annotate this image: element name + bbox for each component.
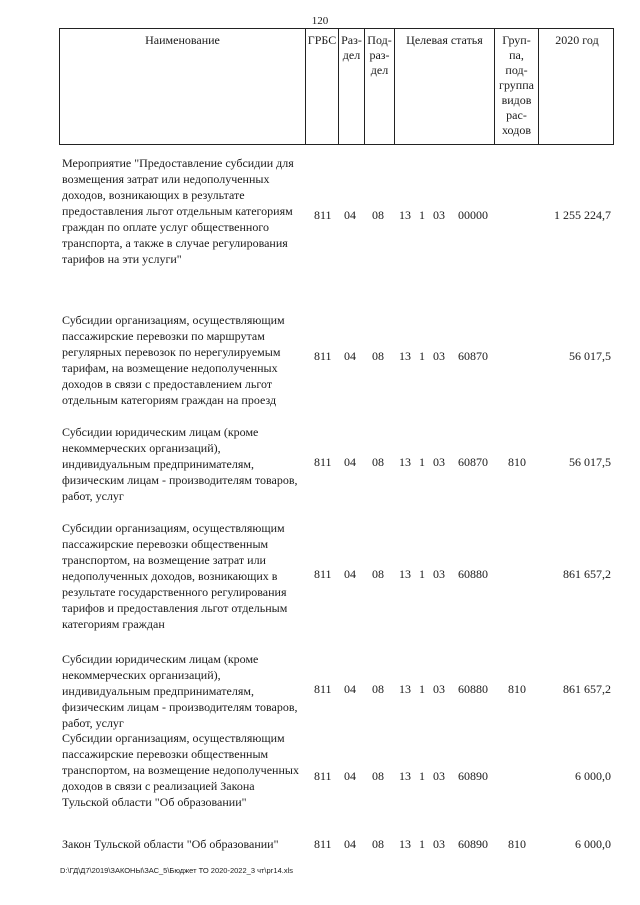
row-name: Субсидии организациям, осуществляющим пассажирские перевозки общественным транспортом, на возмещение затрат или недополученных доходов, возникающих в результате государственного регулирования тарифов и предоставления льгот отдельным категориям граждан [62,521,288,631]
row-pr: 08 [372,349,384,363]
row-rz: 04 [344,567,356,581]
row-amount: 56 017,5 [569,455,611,469]
row-t1: 13 [399,208,411,222]
row-rz: 04 [344,769,356,783]
row-pr: 08 [372,837,384,851]
row-amount: 1 255 224,7 [554,208,611,222]
row-t4: 60890 [458,837,488,851]
row-amount: 6 000,0 [575,837,611,851]
row-pr: 08 [372,567,384,581]
row-t4: 60880 [458,567,488,581]
row-name: Закон Тульской области "Об образовании" [62,837,279,851]
row-name: Субсидии юридическим лицам (кроме некоммерческих организаций), индивидуальным предпринимателям, физическим лицам - производителям товаров, работ, услуг [62,425,298,503]
row-t4: 00000 [458,208,488,222]
row-pr: 08 [372,208,384,222]
row-t4: 60870 [458,349,488,363]
header-target: Целевая статья [395,29,495,144]
row-t2: 1 [419,567,425,581]
row-t2: 1 [419,682,425,696]
header-year: 2020 год [555,33,599,47]
row-t3: 03 [433,208,445,222]
table-header [59,28,614,145]
row-t2: 1 [419,837,425,851]
row-grbs: 811 [314,455,332,469]
row-rz: 04 [344,682,356,696]
row-t3: 03 [433,455,445,469]
row-grbs: 811 [314,682,332,696]
row-rz: 04 [344,349,356,363]
row-vr: 810 [508,682,526,696]
file-path: D:\ГД\Д7\2019\ЗАКОНЫ\ЗАС_5\Бюджет ТО 2020-2022_3 чт\рг14.xls [60,866,294,875]
row-rz: 04 [344,208,356,222]
page-number: 120 [311,15,329,27]
row-pr: 08 [372,769,384,783]
header-grbs: ГРБС [306,29,339,144]
row-t3: 03 [433,769,445,783]
row-pr: 08 [372,455,384,469]
row-vr: 810 [508,455,526,469]
row-t4: 60880 [458,682,488,696]
row-amount: 56 017,5 [569,349,611,363]
header-podrazdel: Под- раз- дел [365,29,395,144]
header-razdel: Раз- дел [339,29,365,144]
row-grbs: 811 [314,837,332,851]
row-grbs: 811 [314,769,332,783]
row-name: Мероприятие "Предоставление субсидии для возмещения затрат или недополученных доходов, возникающих в результате предоставления льгот отдельным категориям граждан по оплате услуг общественного транспорта, а также в случае регулирования тарифов на эти услуги" [62,156,294,266]
row-t1: 13 [399,455,411,469]
row-grbs: 811 [314,349,332,363]
row-t3: 03 [433,567,445,581]
row-t1: 13 [399,769,411,783]
row-t4: 60870 [458,455,488,469]
row-vr: 810 [508,837,526,851]
row-pr: 08 [372,682,384,696]
row-t2: 1 [419,769,425,783]
row-grbs: 811 [314,208,332,222]
row-name: Субсидии организациям, осуществляющим пассажирские перевозки общественным транспортом, на возмещение недополученных доходов в связи с реализацией Закона Тульской области "Об образовании" [62,731,299,809]
row-t3: 03 [433,682,445,696]
row-name: Субсидии организациям, осуществляющим пассажирские перевозки по маршрутам регулярных перевозок по нерегулируемым тарифам, на возмещение недополученных доходов в связи с предоставлением льгот отдельным категориям граждан на проезд [62,313,285,407]
row-amount: 6 000,0 [575,769,611,783]
row-t2: 1 [419,349,425,363]
row-t1: 13 [399,349,411,363]
row-t1: 13 [399,567,411,581]
row-t3: 03 [433,349,445,363]
row-amount: 861 657,2 [563,682,611,696]
row-name: Субсидии юридическим лицам (кроме некоммерческих организаций), индивидуальным предпринимателям, физическим лицам - производителям товаров, работ, услуг [62,652,298,730]
row-rz: 04 [344,837,356,851]
row-t2: 1 [419,208,425,222]
row-t3: 03 [433,837,445,851]
header-name: Наименование [60,29,306,144]
row-t1: 13 [399,837,411,851]
row-rz: 04 [344,455,356,469]
row-amount: 861 657,2 [563,567,611,581]
row-t2: 1 [419,455,425,469]
row-grbs: 811 [314,567,332,581]
header-group: Груп- па, под- группа видов рас- ходов [495,29,539,144]
row-t1: 13 [399,682,411,696]
row-t4: 60890 [458,769,488,783]
